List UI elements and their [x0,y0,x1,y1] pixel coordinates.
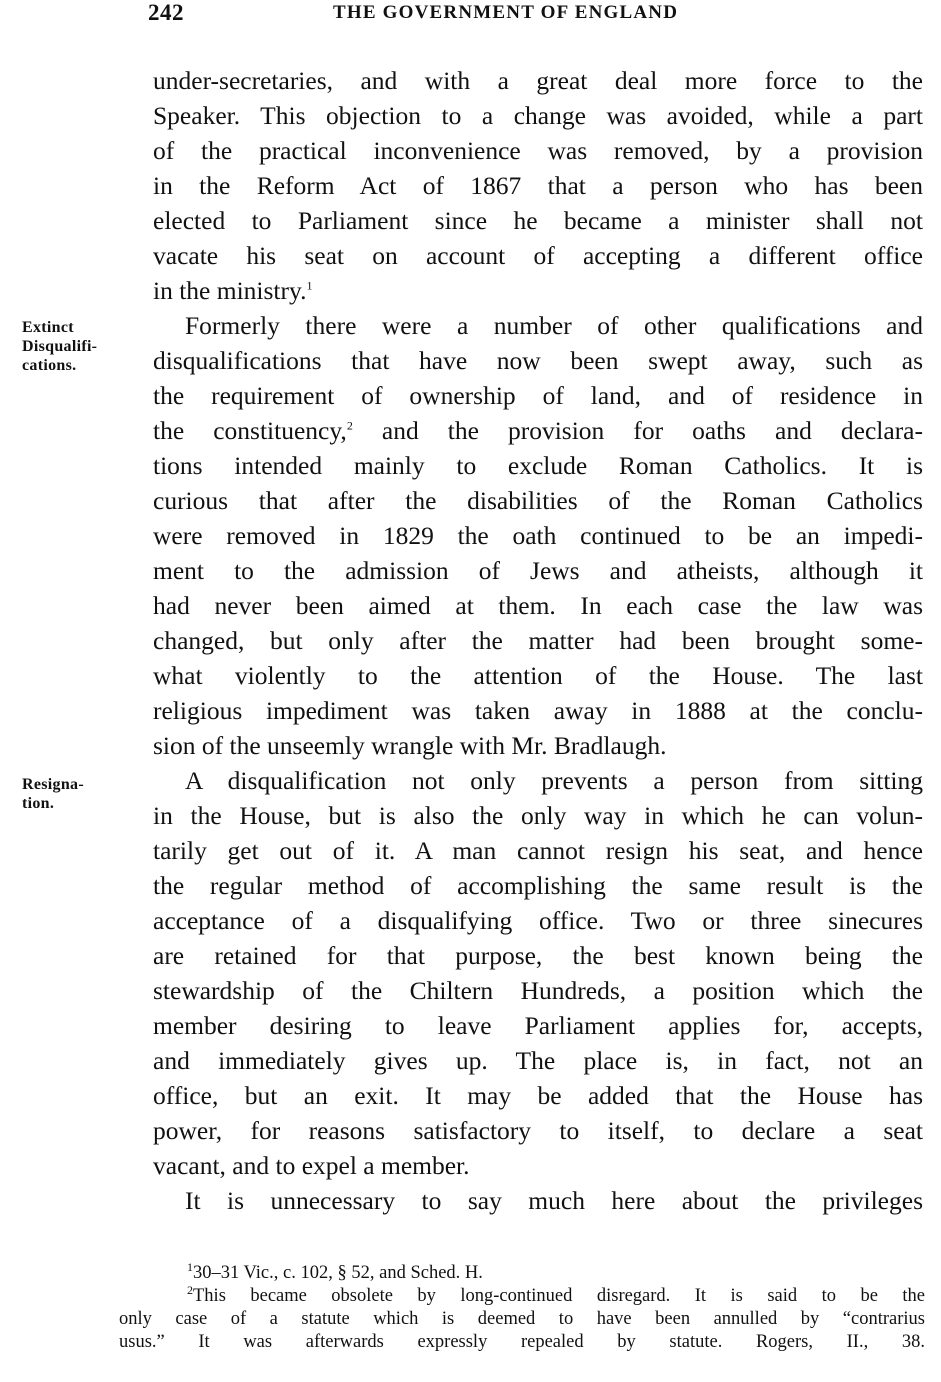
footnote-ref-2: 2 [346,418,353,433]
margin-note-extinct-disqualifications [22,318,132,375]
footnote-line: only case of a statute which is deemed to have been annulled by “contrarius [119,1309,925,1329]
text-line: acceptance of a disqualifying office. Two or three sinecures [153,906,923,935]
text-line: were removed in 1829 the oath continued to be an impedi- [153,521,923,550]
margin-note-line: Resigna- [22,776,84,793]
footnote-1 [153,1259,925,1285]
text-line: power, for reasons satisfactory to itself, to declare a seat [153,1116,923,1145]
margin-note-line: Disqualifi- [22,338,98,355]
text-line: Speaker. This objection to a change was avoided, while a part [153,101,923,130]
text-line: in the Reform Act of 1867 that a person who has been [153,171,923,200]
footnote-ref-1: 1 [306,278,313,293]
margin-note-line: tion. [22,795,55,812]
footnote-text: 30–31 Vic., c. 102, § 52, and Sched. H. [193,1263,483,1283]
text-line: curious that after the disabilities of the Roman Catholics [153,486,923,515]
text-line: are retained for that purpose, the best known being the [153,941,923,970]
footnotes [119,1259,925,1354]
text-line: of the practical inconvenience was removed, by a provision [153,136,923,165]
text-line: religious impediment was taken away in 1888 at the conclu- [153,696,923,725]
text-line: under-secretaries, and with a great deal more force to the [153,66,923,95]
text-line: sion of the unseemly wrangle with Mr. Bradlaugh. [153,731,667,760]
text-line [153,273,923,308]
text-fragment: the constituency, [153,416,347,445]
margin-note-line: Extinct [22,319,74,336]
margin-note-line: cations. [22,357,77,374]
text-line: changed, but only after the matter had been brought some- [153,626,923,655]
text-line: vacate his seat on account of accepting a different office [153,241,923,270]
text-line: tarily get out of it. A man cannot resign his seat, and hence [153,836,923,865]
running-head [148,0,928,30]
text-line: ment to the admission of Jews and atheists, although it [153,556,923,585]
running-title: THE GOVERNMENT OF ENGLAND [333,2,679,23]
main-text [153,63,923,1218]
page-number: 242 [148,0,184,25]
text-line: in the House, but is also the only way in which he can volun- [153,801,923,830]
margin-note-resignation [22,775,132,813]
footnote-2 [153,1282,925,1308]
text-line [153,413,923,448]
text-fragment: and the provision for oaths and declara- [381,416,923,445]
text-fragment: in the ministry. [153,276,307,305]
text-line: Formerly there were a number of other qualifications and [185,311,923,340]
footnote-mark-1: 1 [187,1259,193,1274]
text-line: the requirement of ownership of land, and of residence in [153,381,923,410]
footnote-mark-2: 2 [187,1282,193,1297]
text-line: member desiring to leave Parliament applies for, accepts, [153,1011,923,1040]
footnote-text: This became obsolete by long-continued disregard. It is said to be the [193,1286,925,1306]
text-line: tions intended mainly to exclude Roman Catholics. It is [153,451,923,480]
text-line: stewardship of the Chiltern Hundreds, a position which the [153,976,923,1005]
text-line: vacant, and to expel a member. [153,1151,470,1180]
text-line: had never been aimed at them. In each case the law was [153,591,923,620]
text-line: It is unnecessary to say much here about the privileges [185,1186,923,1215]
footnote-line: usus.” It was afterwards expressly repealed by statute. Rogers, II., 38. [119,1332,925,1352]
text-line: disqualifications that have now been swept away, such as [153,346,923,375]
text-line: the regular method of accomplishing the same result is the [153,871,923,900]
text-line: A disqualification not only prevents a person from sitting [185,766,923,795]
text-line: and immediately gives up. The place is, in fact, not an [153,1046,923,1075]
text-line: what violently to the attention of the House. The last [153,661,923,690]
text-line: elected to Parliament since he became a minister shall not [153,206,923,235]
text-line: office, but an exit. It may be added that the House has [153,1081,923,1110]
